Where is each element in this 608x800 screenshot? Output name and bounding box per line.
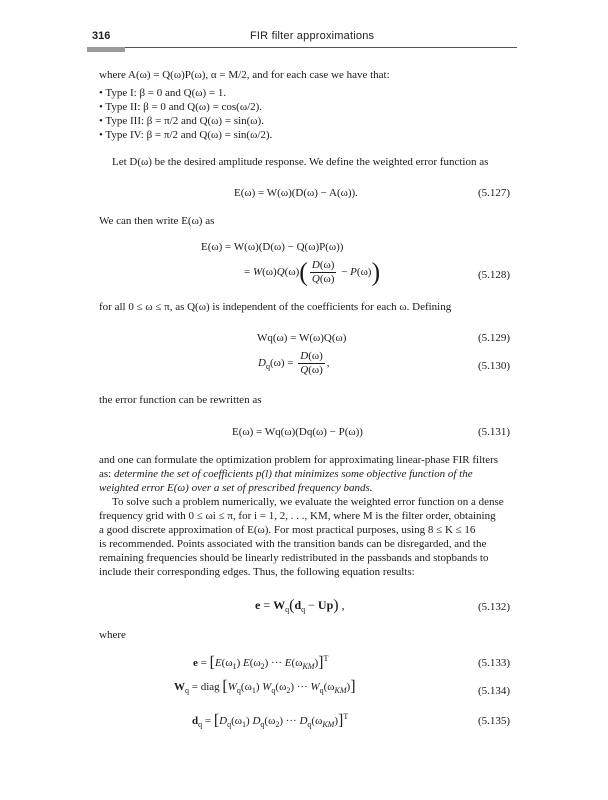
para2-line6: include their corresponding edges. Thus, the following equation results: [99, 566, 415, 578]
bullet-type-4: • Type IV: β = π/2 and Q(ω) = sin(ω/2). [99, 129, 273, 141]
bullet-type-1: • Type I: β = 0 and Q(ω) = 1. [99, 87, 227, 99]
equation-number: (5.130) [478, 360, 511, 372]
equation-5-134: $W_q$ = diag [$W_q(\omega_1)$ $W_q(\omega_2)$ ··· $W_q(\omega_{KM})$] [174, 678, 356, 695]
equation-5-127: E(ω) = W(ω)(D(ω) − A(ω)). [234, 187, 358, 199]
equation-number: (5.131) [478, 426, 511, 438]
para2-line1: To solve such a problem numerically, we evaluate the weighted error function on a dense [112, 496, 504, 508]
header-rule [87, 47, 517, 48]
equation-number: (5.135) [478, 715, 511, 727]
forall-line: for all 0 ≤ ω ≤ π, as Q(ω) is independent of the coefficients for each ω. Defining [99, 301, 452, 313]
equation-5-135: $d_q = [D_q(\omega_1)$ $D_q(\omega_2)$ ··· $D_q(\omega_{KM})]^T$ [192, 712, 349, 729]
para2-line2: frequency grid with 0 ≤ ωi ≤ π, for i = 1, 2, . . ., KM, where M is the filter order, obtaining [99, 510, 496, 522]
intro-line: where A(ω) = Q(ω)P(ω), α = M/2, and for each case we have that: [99, 69, 390, 81]
equation-5-133: $e = [E(\omega_1)$ $E(\omega_2)$ ··· $E(\omega_{KM})]^T$ [193, 654, 329, 671]
equation-5-129: Wq(ω) = W(ω)Q(ω) [257, 332, 347, 344]
let-line: Let D(ω) be the desired amplitude response. We define the weighted error function as [112, 156, 489, 168]
header-accent-bar [87, 47, 125, 52]
equation-5-128-line2: = W(ω)Q(ω)( $\frac{D(\omega)}{Q(\omega)}$ − P(ω)) [244, 257, 381, 287]
para1-line1: and one can formulate the optimization problem for approximating linear-phase FIR filters [99, 454, 499, 466]
bullet-type-2: • Type II: β = 0 and Q(ω) = cos(ω/2). [99, 101, 263, 113]
equation-5-131: E(ω) = Wq(ω)(Dq(ω) − P(ω)) [232, 426, 363, 438]
para2-line3: a good discrete approximation of E(ω). For most practical purposes, using 8 ≤ K ≤ 16 [99, 524, 476, 536]
running-title: FIR filter approximations [250, 30, 375, 42]
page-number: 316 [92, 30, 111, 42]
where-label: where [99, 629, 126, 641]
equation-5-132: $e = W_q(d_q - Up)$ , [255, 597, 345, 614]
para1-line2: as: determine the set of coefficients p(l) that minimizes some objective function of the [99, 468, 473, 480]
equation-number: (5.133) [478, 657, 511, 669]
para2-line5: remaining frequencies should be linearly redistributed in the passbands and stopbands to [99, 552, 489, 564]
equation-number: (5.129) [478, 332, 511, 344]
equation-5-128-line1: E(ω) = W(ω)(D(ω) − Q(ω)P(ω)) [201, 241, 344, 253]
para2-line4: is recommended. Points associated with the transition bands can be disregarded, and the [99, 538, 487, 550]
para1-line3: weighted error E(ω) over a set of prescribed frequency bands. [99, 482, 373, 494]
equation-number: (5.134) [478, 685, 511, 697]
bullet-type-3: • Type III: β = π/2 and Q(ω) = sin(ω). [99, 115, 264, 127]
equation-5-130: $D_q(\omega)$ = $\frac{D(\omega)}{Q(\omega)}$ , [258, 350, 330, 376]
equation-number: (5.132) [478, 601, 511, 613]
equation-number: (5.128) [478, 269, 511, 281]
rewrite-line: the error function can be rewritten as [99, 394, 262, 406]
write-line: We can then write E(ω) as [99, 215, 215, 227]
equation-number: (5.127) [478, 187, 511, 199]
